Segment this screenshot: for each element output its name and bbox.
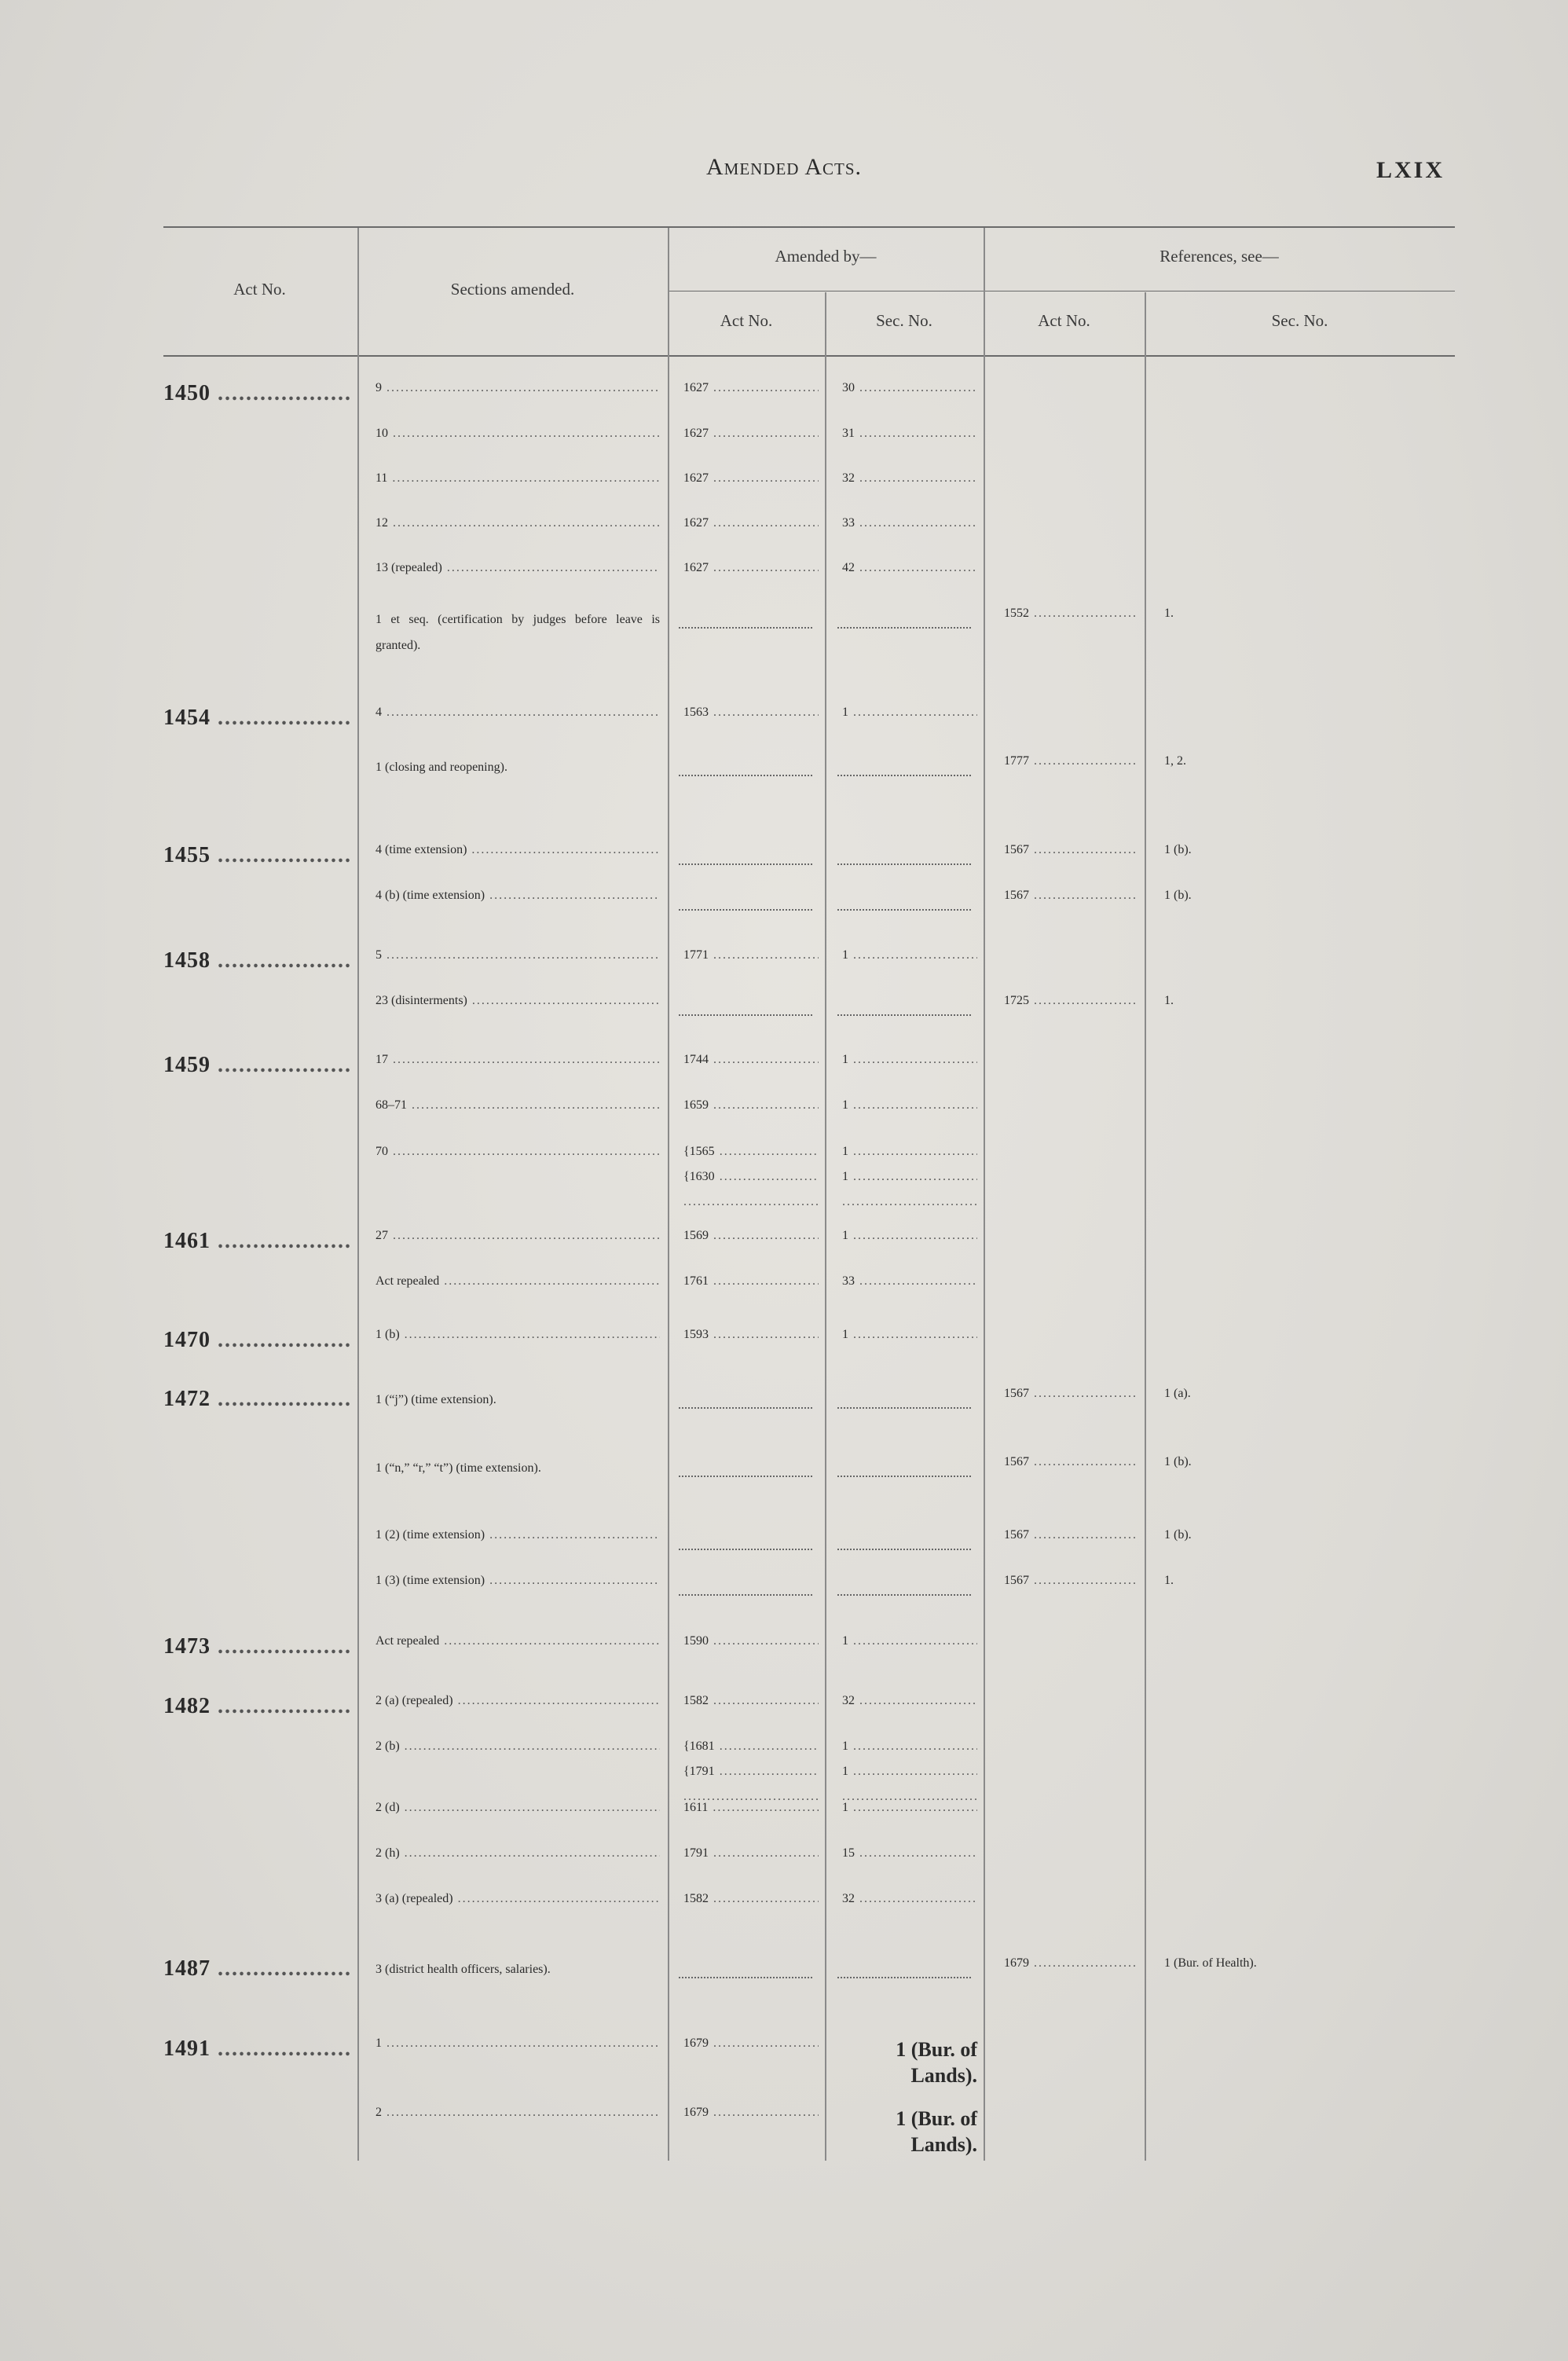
amended-by-section: 30 ..... (842, 381, 977, 395)
reference-section: 1. (1164, 1574, 1174, 1587)
amended-by-act: 1771 ..... (683, 948, 819, 962)
header-references: References, see— (1160, 247, 1279, 266)
reference-act: 1777 ..... (1004, 754, 1138, 768)
col-divider-2 (668, 228, 669, 2161)
reference-section: 1 (b). (1164, 889, 1192, 902)
amended-by-act: 1791 ..... (683, 1846, 819, 1861)
empty-leader (837, 1977, 971, 1978)
empty-leader (837, 1476, 971, 1477)
amended-by-act: 1563 ..... (683, 706, 819, 720)
amended-by-section: 1 (Bur. of Lands). (896, 2107, 977, 2156)
act-number: 1473 ..... (163, 1634, 350, 1659)
reference-act: 1567 ..... (1004, 1387, 1138, 1401)
sections-amended: 1 (“j”) (time extension). (376, 1393, 496, 1406)
sections-amended: 2 ..... (376, 2106, 660, 2120)
amended-by-section-line: 1 ..... (842, 1740, 977, 1765)
amended-by-section: 32 ..... (842, 471, 977, 486)
header-amended-sec-no: Sec. No. (876, 311, 932, 330)
sections-amended: 1 (“n,” “r,” “t”) (time extension). (376, 1461, 541, 1475)
amended-by-section: 1 ..... (842, 1229, 977, 1243)
reference-act: 1679 ..... (1004, 1956, 1138, 1971)
empty-leader (679, 1549, 812, 1550)
act-number: 1487 ..... (163, 1956, 350, 1982)
empty-leader (679, 627, 812, 629)
sections-amended: 2 (h) ..... (376, 1846, 660, 1861)
reference-section: 1 (Bur. of Health). (1164, 1956, 1257, 1970)
sections-amended: 2 (d) ..... (376, 1801, 660, 1815)
empty-leader (837, 775, 971, 776)
col-divider-5 (1145, 292, 1146, 2161)
col-divider-4 (984, 228, 985, 2161)
act-number: 1459 ..... (163, 1053, 350, 1078)
amended-by-act: 1582 ..... (683, 1892, 819, 1906)
empty-leader (837, 909, 971, 911)
sections-amended: 2 (a) (repealed) ..... (376, 1694, 660, 1708)
sections-amended: 1 ..... (376, 2037, 660, 2051)
amended-by-section: 1 ..... (842, 1328, 977, 1342)
sections-amended: 1 (b) ..... (376, 1328, 660, 1342)
sections-amended: Act repealed ..... (376, 1274, 660, 1289)
amended-by-section: 33 ..... (842, 1274, 977, 1289)
col-divider-1 (357, 228, 359, 2161)
amended-by-act: 1627 ..... (683, 561, 819, 575)
reference-act: 1567 ..... (1004, 1455, 1138, 1469)
act-number: 1482 ..... (163, 1694, 350, 1719)
empty-leader (837, 627, 971, 629)
sections-amended: 10 ..... (376, 427, 660, 441)
amended-by-section: 1 ..... (842, 1053, 977, 1067)
sections-amended: 1 (closing and reopening). (376, 761, 507, 774)
sections-amended: 4 (time extension) ..... (376, 843, 660, 857)
empty-leader (679, 863, 812, 865)
act-number: 1450 ..... (163, 381, 350, 406)
reference-section: 1 (b). (1164, 1528, 1192, 1542)
sections-amended: 3 (a) (repealed) ..... (376, 1892, 660, 1906)
amended-by-section: 42 ..... (842, 561, 977, 575)
sections-amended: 5 ..... (376, 948, 660, 962)
amended-by-section (842, 1145, 977, 1209)
empty-leader (837, 1407, 971, 1409)
header-ref-sec-no: Sec. No. (1271, 311, 1328, 330)
act-number: 1461 ..... (163, 1229, 350, 1254)
sections-amended: 2 (b) ..... (376, 1740, 660, 1754)
sections-amended: 17 ..... (376, 1053, 660, 1067)
header-act-no: Act No. (233, 280, 286, 299)
sections-amended: 13 (repealed) ..... (376, 561, 660, 575)
col-divider-3 (825, 292, 826, 2161)
sections-amended: 4 ..... (376, 706, 660, 720)
sections-amended: 70 ..... (376, 1145, 660, 1159)
reference-act: 1567 ..... (1004, 1574, 1138, 1588)
amended-by-act (683, 1145, 819, 1209)
reference-section: 1. (1164, 607, 1174, 620)
amended-by-section-line: 1 ..... (842, 1765, 977, 1790)
running-title: Amended Acts. (705, 154, 862, 180)
amended-by-act: 1627 ..... (683, 471, 819, 486)
amended-by-section: 1 ..... (842, 706, 977, 720)
amended-by-act: 1611 ..... (683, 1801, 819, 1815)
amended-by-act: 1627 ..... (683, 516, 819, 530)
sections-amended: 11 ..... (376, 471, 660, 486)
amended-by-section: 33 ..... (842, 516, 977, 530)
act-number: 1455 ..... (163, 843, 350, 868)
amended-by-section: 32 ..... (842, 1892, 977, 1906)
reference-section: 1 (b). (1164, 843, 1192, 856)
amended-by-act-line: {1681 ..... (683, 1740, 819, 1765)
reference-section: 1 (a). (1164, 1387, 1191, 1400)
empty-leader (679, 1407, 812, 1409)
sections-amended: 3 (district health officers, salaries). (376, 1963, 551, 1976)
amended-by-act-line: {1565 ..... (683, 1145, 819, 1170)
act-number: 1454 ..... (163, 706, 350, 731)
header-sections-amended: Sections amended. (450, 280, 575, 299)
amended-by-section: 32 ..... (842, 1694, 977, 1708)
reference-act: 1567 ..... (1004, 843, 1138, 857)
sections-amended: Act repealed ..... (376, 1634, 660, 1648)
amended-by-act: 1582 ..... (683, 1694, 819, 1708)
amended-by-act: 1627 ..... (683, 427, 819, 441)
header-amended-act-no: Act No. (720, 311, 773, 330)
sections-amended: 27 ..... (376, 1229, 660, 1243)
amended-by-act: 1679 ..... (683, 2037, 819, 2051)
amended-by-act: 1590 ..... (683, 1634, 819, 1648)
amended-by-section: 1 (Bur. of Lands). (896, 2038, 977, 2087)
act-number: 1472 ..... (163, 1387, 350, 1412)
empty-leader (679, 909, 812, 911)
header-ref-act-no: Act No. (1038, 311, 1090, 330)
reference-act: 1725 ..... (1004, 994, 1138, 1008)
sections-amended: 23 (disinterments) ..... (376, 994, 660, 1008)
amended-by-section (842, 1740, 977, 1804)
amended-by-act: 1679 ..... (683, 2106, 819, 2120)
empty-leader (679, 1476, 812, 1477)
amended-by-act: 1627 ..... (683, 381, 819, 395)
empty-leader (679, 1594, 812, 1596)
act-number: 1458 ..... (163, 948, 350, 973)
amended-by-section: 15 ..... (842, 1846, 977, 1861)
reference-act: 1567 ..... (1004, 1528, 1138, 1542)
sections-amended: 68–71 ..... (376, 1098, 660, 1113)
amended-by-section: 1 ..... (842, 1098, 977, 1113)
sections-amended: 4 (b) (time extension) ..... (376, 889, 660, 903)
amended-by-section: 1 ..... (842, 1634, 977, 1648)
reference-section: 1, 2. (1164, 754, 1186, 768)
sections-amended: 1 (2) (time extension) ..... (376, 1528, 660, 1542)
amended-by-act: 1761 ..... (683, 1274, 819, 1289)
empty-leader (837, 1014, 971, 1016)
amended-by-section: 31 ..... (842, 427, 977, 441)
act-number: 1470 ..... (163, 1328, 350, 1353)
amended-by-act: 1593 ..... (683, 1328, 819, 1342)
amended-by-section-line: 1 ..... (842, 1170, 977, 1195)
amended-by-act-line: {1630 ..... (683, 1170, 819, 1195)
empty-leader (837, 863, 971, 865)
empty-leader (679, 775, 812, 776)
amended-by-section: 1 ..... (842, 948, 977, 962)
sections-amended: 9 ..... (376, 381, 660, 395)
reference-act: 1552 ..... (1004, 607, 1138, 621)
amended-by-act: 1569 ..... (683, 1229, 819, 1243)
empty-leader (837, 1549, 971, 1550)
amended-by-act-line: {1791 ..... (683, 1765, 819, 1790)
act-number: 1491 ..... (163, 2037, 350, 2062)
amended-by-section-line: 1 ..... (842, 1145, 977, 1170)
sections-amended: 12 ..... (376, 516, 660, 530)
empty-leader (679, 1014, 812, 1016)
sections-amended: 1 et seq. (certification by judges before leave is granted). (376, 613, 660, 652)
amended-by-section: 1 ..... (842, 1801, 977, 1815)
reference-section: 1. (1164, 994, 1174, 1007)
page-number: LXIX (1376, 157, 1445, 183)
amended-by-act (683, 1740, 819, 1804)
header-amended-by: Amended by— (775, 247, 877, 266)
reference-act: 1567 ..... (1004, 889, 1138, 903)
sections-amended: 1 (3) (time extension) ..... (376, 1574, 660, 1588)
amended-by-act: 1744 ..... (683, 1053, 819, 1067)
amended-by-act: 1659 ..... (683, 1098, 819, 1113)
reference-section: 1 (b). (1164, 1455, 1192, 1468)
empty-leader (679, 1977, 812, 1978)
empty-leader (837, 1594, 971, 1596)
